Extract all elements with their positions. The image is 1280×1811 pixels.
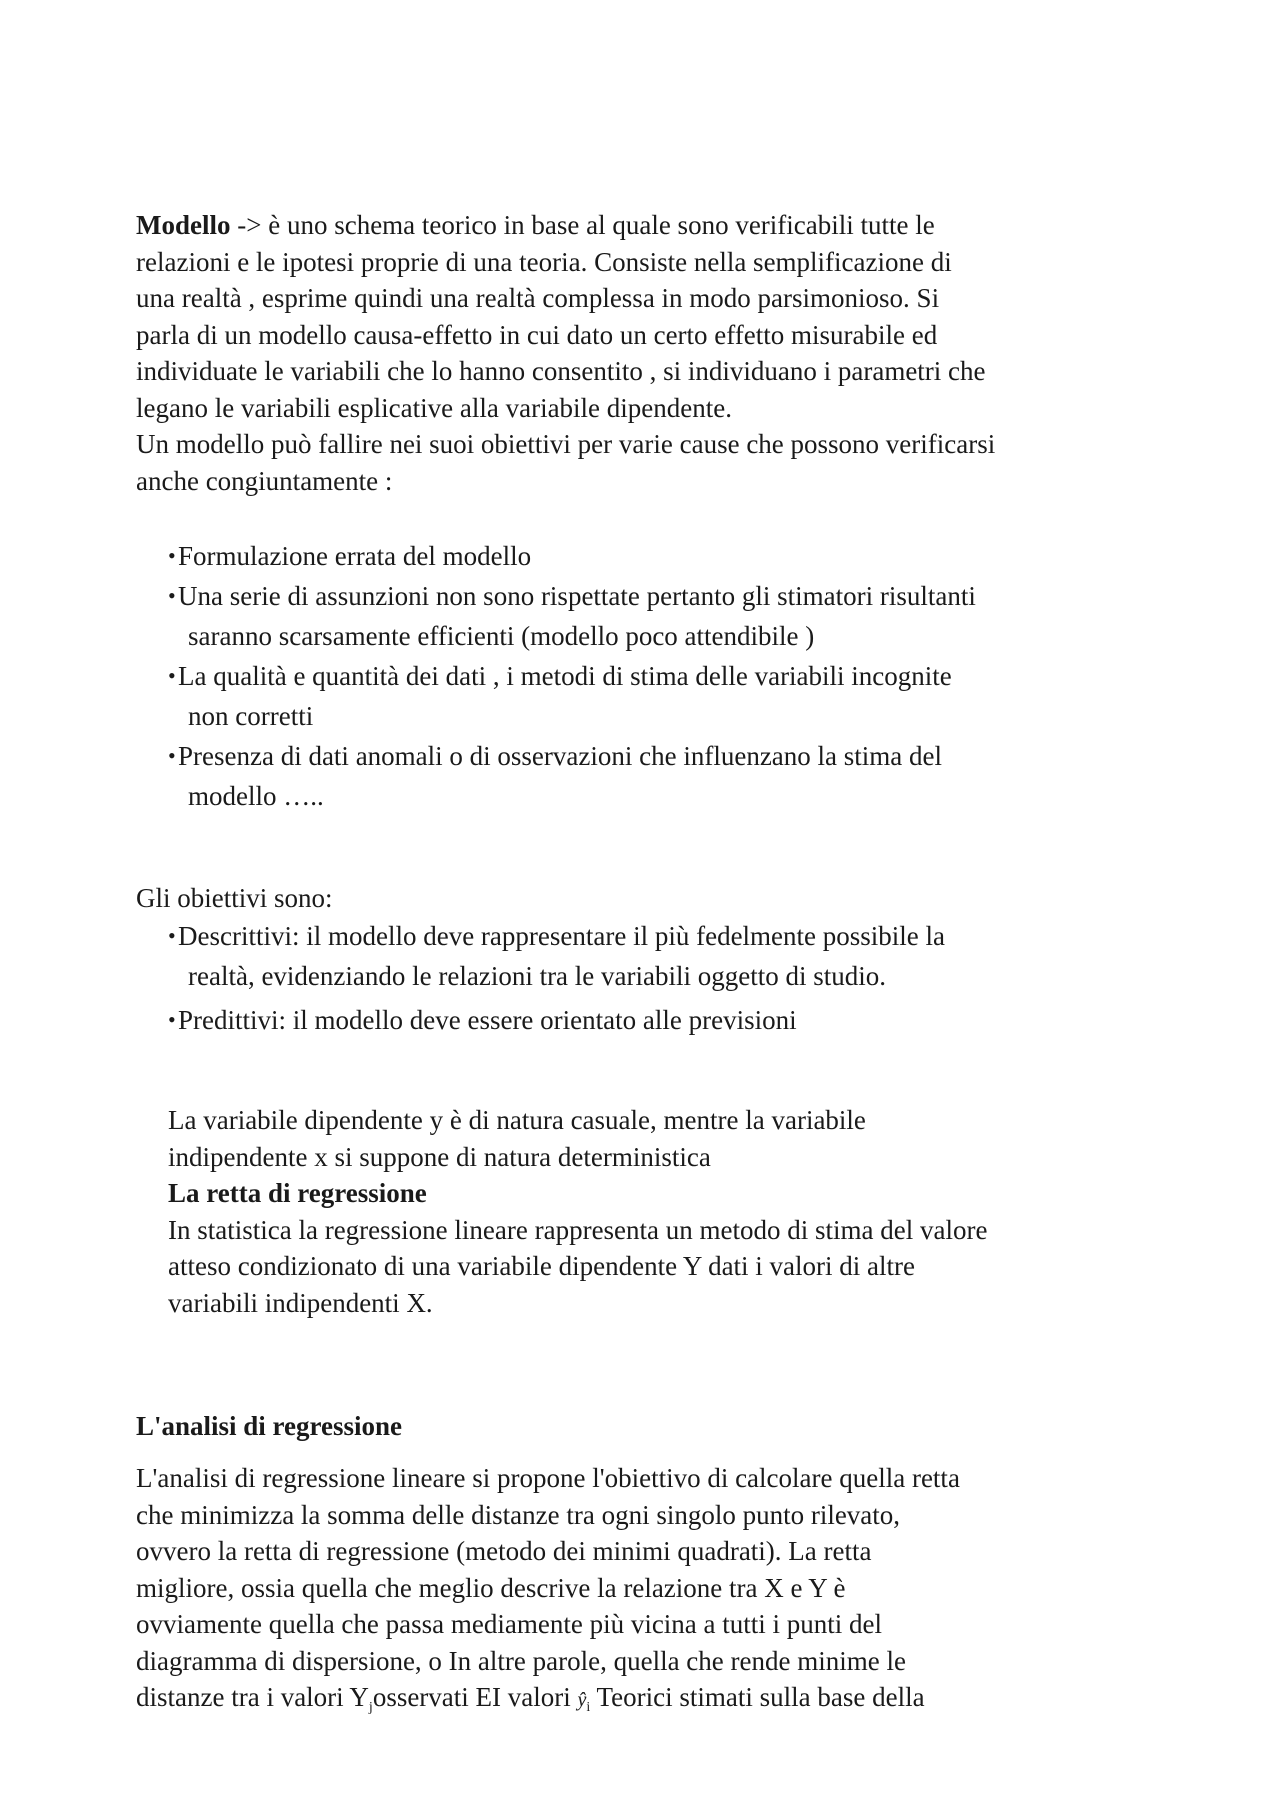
model-definition (136, 207, 996, 426)
failure-causes-list (136, 536, 996, 816)
bullet-icon: • (168, 583, 176, 608)
variables-note: La variabile dipendente y è di natura casuale, mentre la variabile indipendente x si suppone di natura deterministica (168, 1105, 866, 1172)
intro-paragraph (136, 207, 996, 499)
list-item: • Descrittivi: il modello deve rappresentare il più fedelmente possibile la realtà, evidenziando le relazioni tra le variabili oggetto di studio. (136, 916, 996, 996)
list-item: • Formulazione errata del modello (136, 536, 996, 576)
bullet-icon: • (168, 743, 176, 768)
bullet-icon: • (168, 543, 176, 568)
regression-line-text: In statistica la regressione lineare rappresenta un metodo di stima del valore atteso condizionato di una variabile dipendente Y dati i valori di altre variabili indipendenti X. (168, 1214, 988, 1318)
y-hat-symbol: ŷ (577, 1689, 587, 1711)
list-item: • Una serie di assunzioni non sono rispettate pertanto gli stimatori risultanti saranno scarsamente efficienti (modello poco attendibile ) (136, 576, 996, 656)
regression-line-heading: La retta di regressione (168, 1178, 427, 1208)
bullet-icon: • (168, 1007, 176, 1032)
variables-section (168, 1102, 988, 1321)
list-item: • Predittivi: il modello deve essere orientato alle previsioni (136, 1000, 996, 1040)
objectives-list (136, 916, 996, 1040)
failure-intro: Un modello può fallire nei suoi obiettivi per varie cause che possono verificarsi anche congiuntamente : (136, 429, 996, 496)
model-definition-text: -> è uno schema teorico in base al quale sono verificabili tutte le relazioni e le ipotesi proprie di una teoria. Consiste nella semplificazione di una realtà , esprime quindi una realtà complessa in modo parsimonioso. Si parla di un modello causa-effetto in cui dato un certo effetto misurabile ed individuate le variabili che lo hanno consentito , si individuano i parametri che legano le variabili esplicative alla variabile dipendente. (136, 210, 986, 423)
list-item: • Presenza di dati anomali o di osservazioni che influenzano la stima del modello ….. (136, 736, 996, 816)
analysis-paragraph: L'analisi di regressione lineare si propone l'obiettivo di calcolare quella retta che minimizza la somma delle distanze tra ogni singolo punto rilevato, ovvero la retta di regressione (metodo dei minimi quadrati). La retta migliore, ossia quella che meglio descrive la relazione tra X e Y è ovviamente quella che passa mediamente più vicina a tutti i punti del diagramma di dispersione, o In altre parole, quella che rende minime le distanze tra i valori $Y_josservati$ EI valori $ŷ_i$ Teorici stimati sulla base della (136, 1463, 960, 1715)
analysis-heading: L'analisi di regressione (136, 1411, 403, 1441)
model-term: Modello (136, 210, 231, 240)
bullet-icon: • (168, 663, 176, 688)
bullet-icon: • (168, 923, 176, 948)
objectives-intro: Gli obiettivi sono: (136, 883, 333, 913)
list-item: • La qualità e quantità dei dati , i metodi di stima delle variabili incognite non corretti (136, 656, 996, 736)
